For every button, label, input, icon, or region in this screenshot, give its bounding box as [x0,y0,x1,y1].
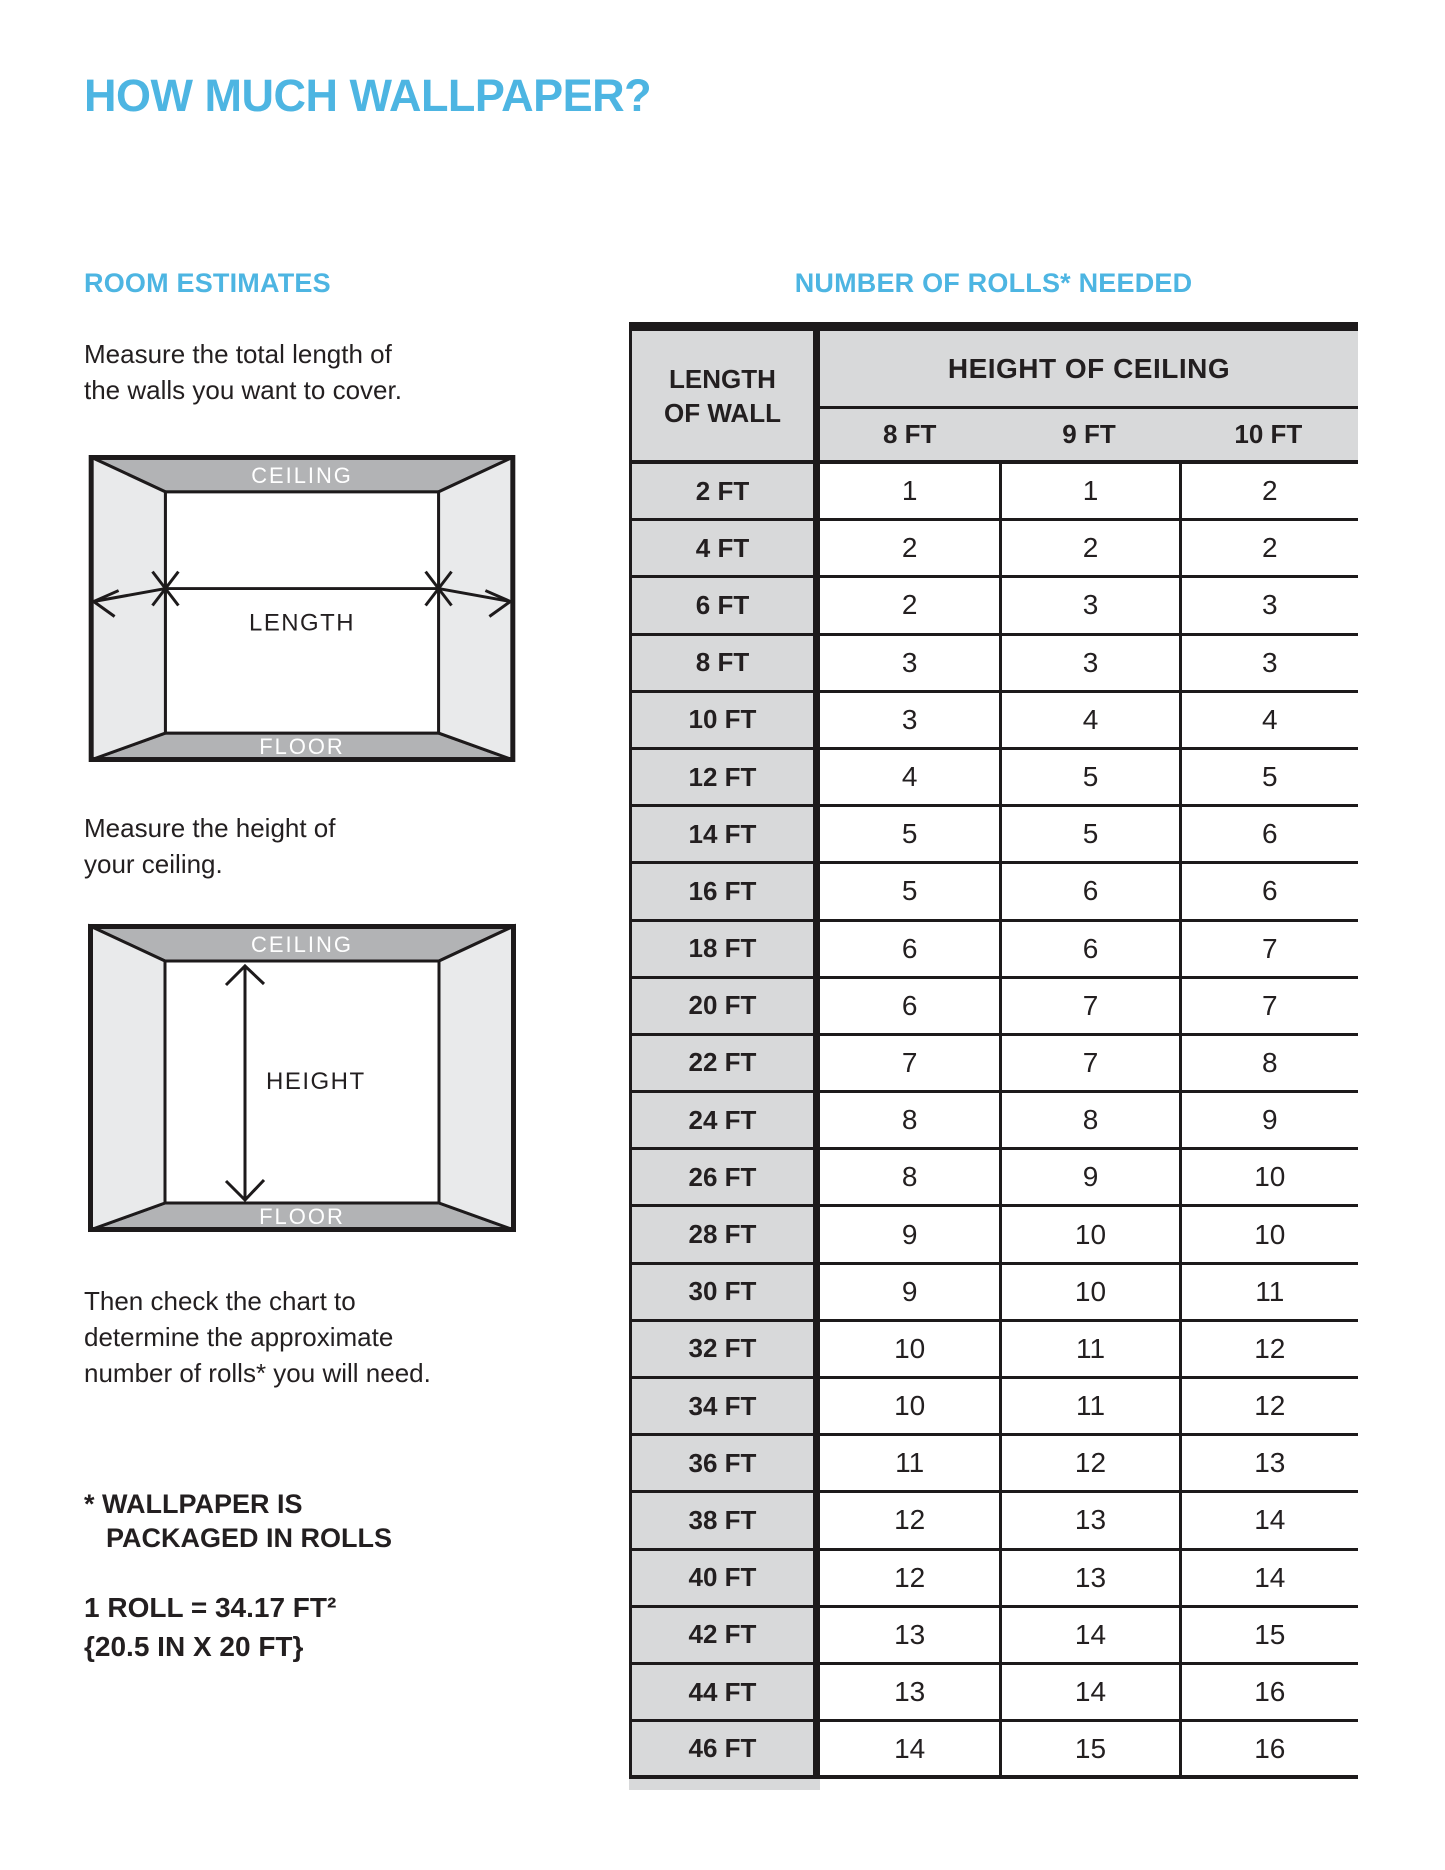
value-cell: 6 [1179,807,1358,864]
value-cell: 4 [1179,693,1358,750]
value-cell: 11 [999,1379,1178,1436]
text-line: your ceiling. [84,849,223,879]
value-cell: 5 [820,864,999,921]
value-cell: 2 [820,578,999,635]
row-header-cell: 34 FT [632,1379,813,1436]
text-line: Then check the chart to [84,1286,356,1316]
row-header-cell: 30 FT [632,1265,813,1322]
value-cell: 12 [1179,1379,1358,1436]
left-wall [90,926,165,1230]
text-line: {20.5 IN X 20 FT} [84,1631,304,1662]
row-header-cell: 32 FT [632,1322,813,1379]
text-line: determine the approximate [84,1322,394,1352]
value-cell: 8 [999,1093,1178,1150]
row-header-cell: 28 FT [632,1207,813,1264]
col-header-9ft: 9 FT [999,409,1178,464]
text-line: number of rolls* you will need. [84,1358,431,1388]
value-cell: 6 [820,979,999,1036]
value-cell: 12 [999,1436,1178,1493]
value-cell: 7 [1179,922,1358,979]
value-cell: 3 [820,693,999,750]
value-cell: 14 [999,1608,1178,1665]
value-cell: 13 [999,1551,1178,1608]
row-header-cell: 40 FT [632,1551,813,1608]
row-header-cell: 22 FT [632,1036,813,1093]
row-header-cell: 14 FT [632,807,813,864]
row-header-cell: 8 FT [632,636,813,693]
value-cell: 8 [820,1150,999,1207]
header-column-divider [813,331,820,1779]
row-header-cell: 4 FT [632,521,813,578]
value-cell: 14 [999,1665,1178,1722]
value-cell: 3 [1179,636,1358,693]
row-header-cell: 36 FT [632,1436,813,1493]
value-cell: 12 [820,1493,999,1550]
value-cell: 15 [999,1722,1178,1779]
row-header-cell: 38 FT [632,1493,813,1550]
text-line: the walls you want to cover. [84,375,402,405]
value-cell: 13 [999,1493,1178,1550]
rolls-table-heading: NUMBER OF ROLLS* NEEDED [794,268,1193,298]
value-cell: 3 [999,578,1178,635]
row-header-cell: 46 FT [632,1722,813,1779]
value-cell: 7 [999,1036,1178,1093]
value-cell: 15 [1179,1608,1358,1665]
instruction-step3 [84,1283,431,1391]
room-estimates-heading: ROOM ESTIMATES [84,268,331,298]
text-line: * WALLPAPER IS [84,1489,303,1519]
row-header-cell: 12 FT [632,750,813,807]
value-cell: 5 [1179,750,1358,807]
value-cell: 11 [820,1436,999,1493]
value-cell: 11 [1179,1265,1358,1322]
value-cell: 4 [820,750,999,807]
value-cell: 6 [999,922,1178,979]
value-cell: 8 [1179,1036,1358,1093]
value-cell: 3 [999,636,1178,693]
text-line: Measure the height of [84,813,336,843]
value-cell: 14 [1179,1551,1358,1608]
value-cell: 9 [820,1265,999,1322]
row-header-cell: 16 FT [632,864,813,921]
value-cell: 6 [1179,864,1358,921]
value-cell: 3 [820,636,999,693]
row-header-cell: 26 FT [632,1150,813,1207]
text-line: PACKAGED IN ROLLS [106,1523,393,1553]
row-header-cell: 6 FT [632,578,813,635]
row-header-cell: 24 FT [632,1093,813,1150]
text-line: Measure the total length of [84,339,392,369]
value-cell: 9 [999,1150,1178,1207]
row-header-cell: 20 FT [632,979,813,1036]
value-cell: 16 [1179,1665,1358,1722]
value-cell: 2 [1179,464,1358,521]
col-header-8ft: 8 FT [820,409,999,464]
room-length-diagram [88,455,516,762]
page-title: HOW MUCH WALLPAPER? [84,70,652,121]
rolls-table-grid [629,331,1358,1779]
value-cell: 2 [1179,521,1358,578]
value-cell: 13 [820,1608,999,1665]
text-line: 1 ROLL = 34.17 FT² [84,1592,337,1623]
instruction-step1 [84,336,402,408]
length-of-wall-header [632,331,813,464]
value-cell: 1 [999,464,1178,521]
right-wall [439,926,514,1230]
value-cell: 10 [999,1207,1178,1264]
value-cell: 16 [1179,1722,1358,1779]
value-cell: 12 [820,1551,999,1608]
text-line: OF WALL [664,397,781,428]
value-cell: 10 [1179,1150,1358,1207]
length-label: LENGTH [249,609,355,637]
value-cell: 2 [820,521,999,578]
value-cell: 11 [999,1322,1178,1379]
value-cell: 7 [820,1036,999,1093]
text-line: LENGTH [669,363,776,394]
table-gray-tail [629,1779,820,1790]
rolls-footnote [84,1487,392,1555]
value-cell: 7 [999,979,1178,1036]
roll-size-info [84,1588,336,1666]
value-cell: 14 [1179,1493,1358,1550]
value-cell: 6 [999,864,1178,921]
value-cell: 9 [1179,1093,1358,1150]
value-cell: 6 [820,922,999,979]
value-cell: 14 [820,1722,999,1779]
row-header-cell: 10 FT [632,693,813,750]
value-cell: 1 [820,464,999,521]
floor-label: FLOOR [259,1204,345,1229]
value-cell: 3 [1179,578,1358,635]
value-cell: 10 [820,1322,999,1379]
rolls-table [629,322,1358,1779]
row-header-cell: 42 FT [632,1608,813,1665]
height-of-ceiling-header: HEIGHT OF CEILING [820,331,1358,409]
room-height-diagram [88,922,516,1234]
col-header-10ft: 10 FT [1179,409,1358,464]
value-cell: 8 [820,1093,999,1150]
value-cell: 9 [820,1207,999,1264]
value-cell: 2 [999,521,1178,578]
value-cell: 10 [999,1265,1178,1322]
value-cell: 13 [820,1665,999,1722]
value-cell: 10 [820,1379,999,1436]
ceiling-label: CEILING [250,932,354,957]
floor-label: FLOOR [259,734,345,760]
value-cell: 5 [820,807,999,864]
value-cell: 7 [1179,979,1358,1036]
row-header-cell: 2 FT [632,464,813,521]
value-cell: 10 [1179,1207,1358,1264]
value-cell: 13 [1179,1436,1358,1493]
row-header-cell: 44 FT [632,1665,813,1722]
value-cell: 12 [1179,1322,1358,1379]
row-header-cell: 18 FT [632,922,813,979]
value-cell: 5 [999,750,1178,807]
ceiling-label: CEILING [251,462,353,488]
height-label: HEIGHT [266,1068,366,1095]
table-top-bar [629,322,1358,331]
instruction-step2 [84,810,336,882]
value-cell: 5 [999,807,1178,864]
value-cell: 4 [999,693,1178,750]
